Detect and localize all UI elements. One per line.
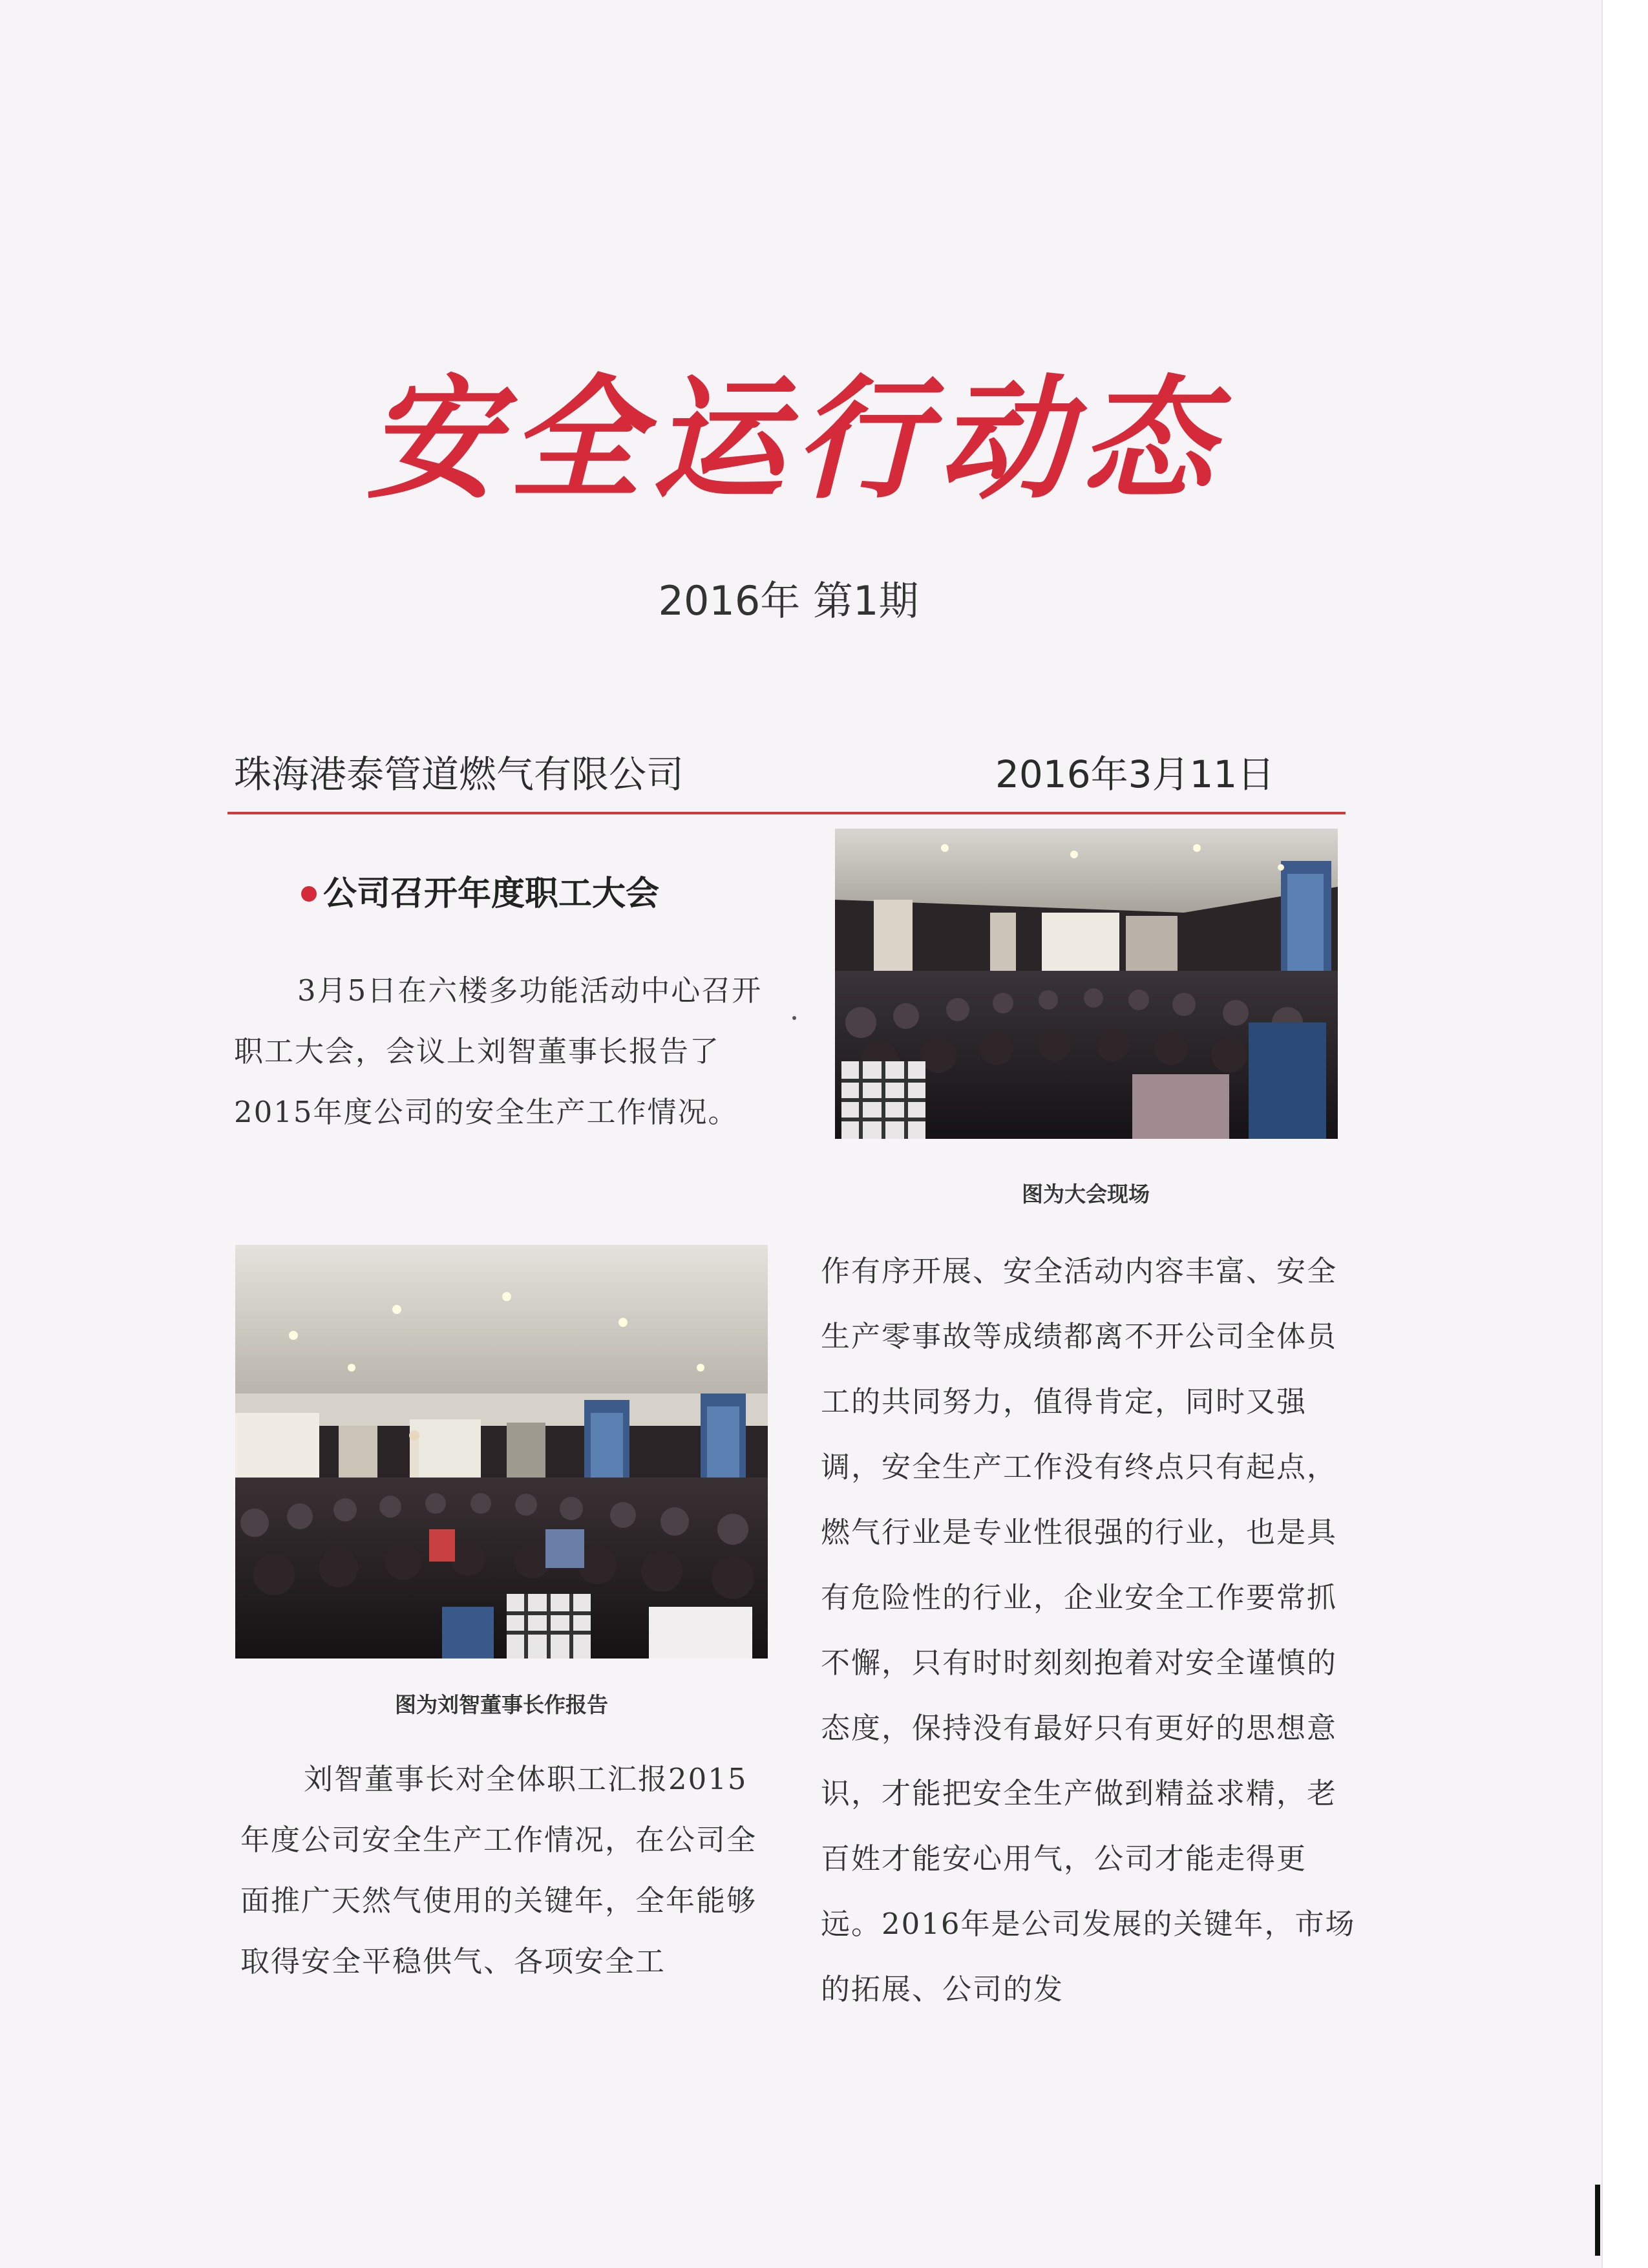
scan-corner-mark — [1595, 2185, 1600, 2256]
article-paragraph-1-text: 3月5日在六楼多功能活动中心召开职工大会，会议上刘智董事长报告了2015年度公司的安全生产工作情况。 — [234, 973, 763, 1129]
meeting-hall-caption: 图为大会现场 — [1022, 1182, 1150, 1207]
publication-date: 2016年3月11日 — [995, 752, 1275, 796]
bullet-dot-icon — [301, 886, 317, 902]
chairman-report-photo — [235, 1245, 768, 1659]
header-rule — [227, 812, 1346, 814]
issue-number: 2016年 第1期 — [658, 577, 919, 624]
article-headline — [301, 865, 766, 923]
article-paragraph-1 — [234, 960, 777, 1206]
scan-edge — [1601, 0, 1648, 2268]
chairman-report-caption: 图为刘智董事长作报告 — [395, 1692, 608, 1717]
paper-speck — [792, 1016, 796, 1020]
scan-edge-line — [1601, 0, 1603, 2268]
article-paragraph-2-text: 刘智董事长对全体职工汇报2015年度公司安全生产工作情况，在公司全面推广天然气使用的关键年，全年能够取得安全平稳供气、各项安全工 — [240, 1762, 757, 1978]
article-paragraph-2 — [240, 1749, 777, 2008]
masthead-title: 安全运行动态 — [366, 362, 1223, 517]
article-headline-text: 公司召开年度职工大会 — [323, 874, 660, 913]
meeting-hall-photo — [835, 829, 1338, 1139]
article-paragraph-3-text: 作有序开展、安全活动内容丰富、安全生产零事故等成绩都离不开公司全体员工的共同努力，值得肯定，同时又强调，安全生产工作没有终点只有起点，燃气行业是专业性很强的行业，也是具有危险性的行业，企业安全工作要常抓不懈，只有时时刻刻抱着对安全谨慎的态度，保持没有最好只有更好的思想意识，才能把安全生产做到精益求精，老百姓才能安心用气，公司才能走得更远。2016年是公司发展的关键年，市场的拓展、公司的发 — [821, 1254, 1356, 2006]
article-paragraph-3 — [821, 1238, 1357, 2014]
company-name: 珠海港泰管道燃气有限公司 — [234, 752, 684, 796]
